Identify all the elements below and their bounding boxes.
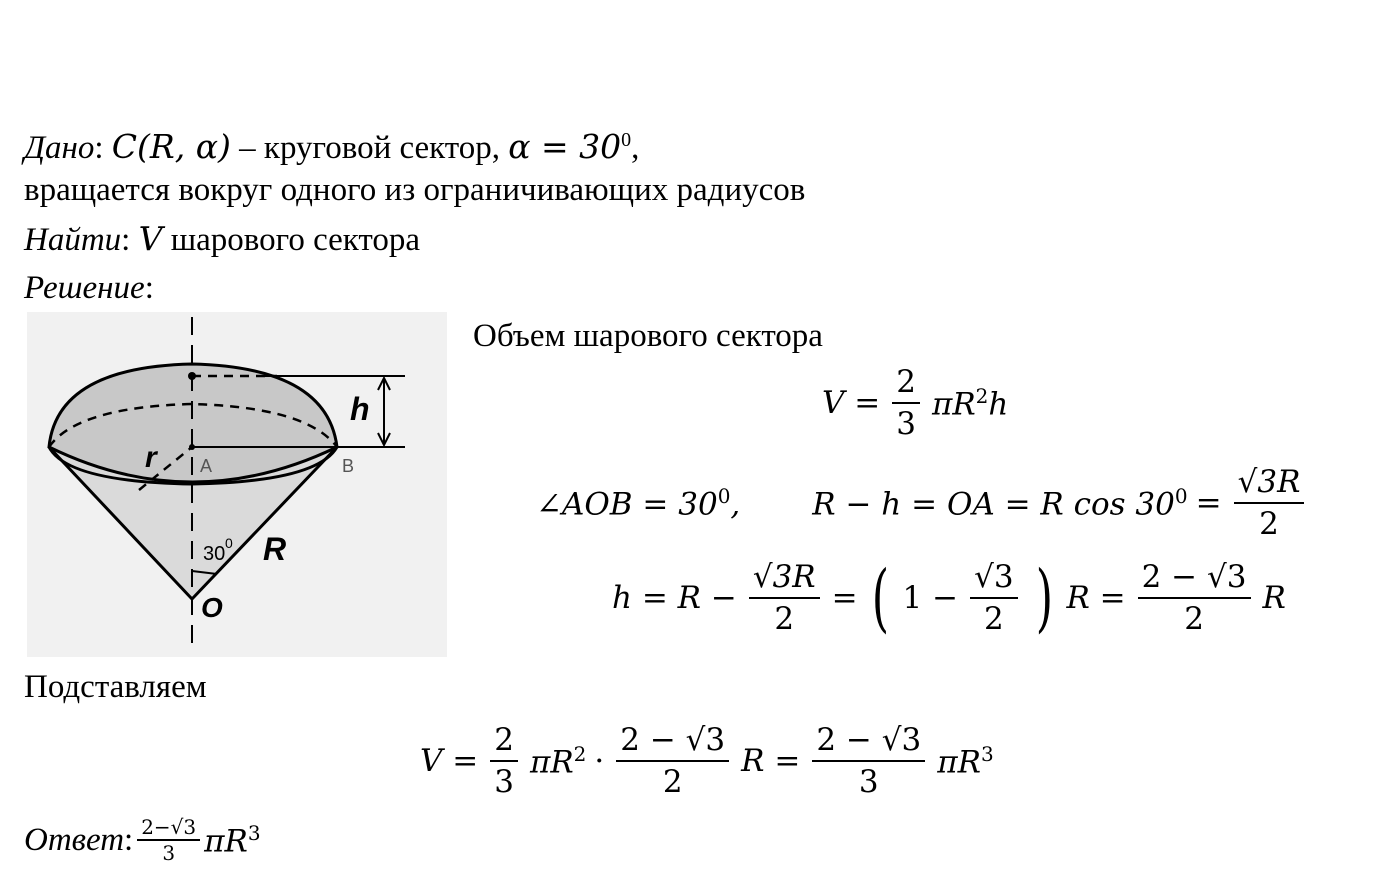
figure-label-a: A — [200, 456, 213, 476]
solution-label: Решение — [24, 270, 145, 306]
fraction-sqrt3r-over-2: $\frac{√3R}{2}$ — [1234, 462, 1305, 544]
answer-line: Ответ : $\frac{2-√3}{3}$ $\pi R^3$ — [24, 815, 261, 865]
given-line-2: вращается вокруг одного из ограничивающих радиусов — [24, 172, 806, 208]
figure-label-r: r — [145, 441, 157, 474]
solution-label-line: Решение: — [24, 270, 154, 306]
fraction-h-2: $\frac{√3}{2}$ — [970, 557, 1017, 639]
volume-heading: Объем шарового сектора — [473, 318, 823, 354]
angle-equation: ∠AOB = $30^0$, R − h = OA = R $\cos 30^0$ = $\frac{√3R}{2}$ — [536, 462, 1308, 544]
fraction-final-3: $\frac{2 - √3}{3}$ — [812, 720, 925, 802]
fraction-final-1: $\frac{2}{3}$ — [490, 720, 518, 802]
fraction-two-thirds: $\frac{2}{3}$ — [892, 362, 920, 444]
given-line: Дано: C(R, α) – круговой сектор, $\alpha = 30^0$, — [24, 127, 640, 166]
volume-formula: V = $\frac{2}{3}$ $\pi R^2h$ — [822, 364, 1009, 442]
given-label: Дано — [24, 130, 95, 166]
figure-angle-value: 30 — [203, 543, 226, 565]
answer-label: Ответ — [24, 822, 125, 858]
figure-label-o: O — [201, 592, 223, 623]
figure-label-h: h — [350, 391, 370, 427]
alpha-value: α = 30 — [508, 127, 622, 166]
find-var: V — [138, 219, 163, 258]
cap-top-point — [188, 372, 196, 380]
find-label: Найти — [24, 222, 122, 258]
figure-label-big-r: R — [263, 531, 287, 567]
sector-description: – круговой сектор, — [230, 130, 509, 166]
spherical-sector-figure — [27, 312, 447, 657]
answer-fraction: $\frac{2-√3}{3}$ — [137, 815, 200, 865]
fraction-h-1: $\frac{√3R}{2}$ — [749, 557, 820, 639]
sector-notation: C(R, α) — [111, 127, 231, 166]
figure-label-b: B — [342, 456, 355, 476]
fraction-h-3: $\frac{2 - √3}{2}$ — [1138, 557, 1251, 639]
fraction-final-2: $\frac{2 - √3}{2}$ — [616, 720, 729, 802]
h-equation: h = R − $\frac{√3R}{2}$ = ( 1 − $\frac{√3}{2}$ ) R = $\frac{2 - √3}{2}$ R — [612, 555, 1286, 641]
find-line: Найти: V шарового сектора — [24, 219, 420, 258]
final-equation: V = $\frac{2}{3}$ $\pi R^2$ · $\frac{2 - √3}{2}$ R = $\frac{2 - √3}{3}$ $\pi R^3$ — [420, 722, 994, 800]
figure-angle-sup: 0 — [225, 535, 233, 551]
substitute-text: Подставляем — [24, 669, 207, 705]
